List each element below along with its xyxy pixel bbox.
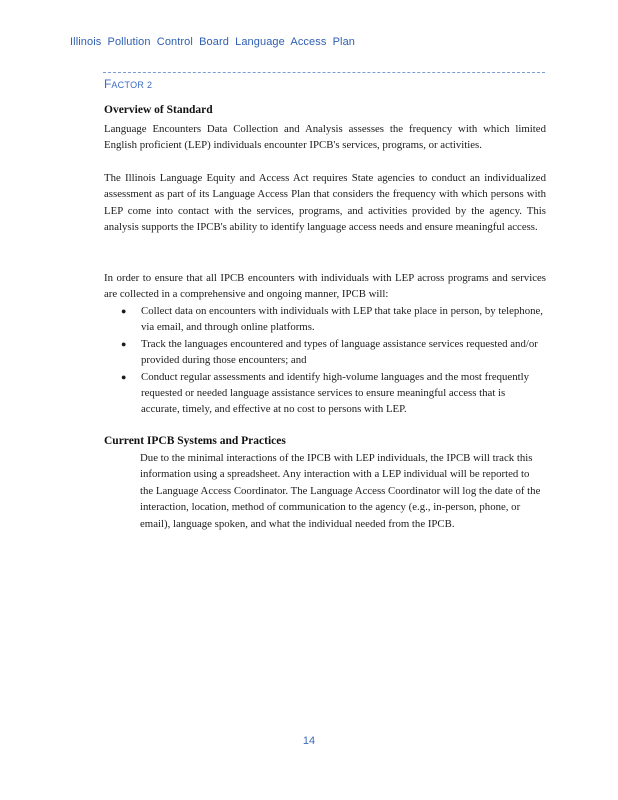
section-label <box>104 77 152 91</box>
overview-paragraph: Language Encounters Data Collection and Analysis assesses the frequency with which limited English proficient (LEP) individuals encounter IPCB's services, programs, or activities. <box>104 123 546 152</box>
bullet-icon: ● <box>121 338 127 349</box>
current-paragraph: Due to the minimal interactions of the IPCB with LEP individuals, the IPCB will track this information using a spreadsheet. Any interaction with a LEP individual will be reported to the Language Access Coordinator. The Language Access Coordinator will log the date of the interaction, location, method of communication to the agency (e.g., in-person, phone, or email), language spoken, and what the individual needed from the IPCB. <box>140 452 541 530</box>
list-item <box>104 336 546 369</box>
list-item-text: Collect data on encounters with individuals with LEP that take place in person, by telephone, via email, and through online platforms. <box>141 305 543 334</box>
list-item <box>104 369 546 418</box>
list-item-text: Track the languages encountered and types of language assistance services requested and/or provided during those encounters; and <box>141 337 538 367</box>
commitment-bullet-list <box>104 303 546 418</box>
bullet-icon: ● <box>121 371 127 382</box>
current-heading: Current IPCB Systems and Practices <box>104 435 286 447</box>
bullet-icon: ● <box>121 306 127 316</box>
act-paragraph: The Illinois Language Equity and Access Act requires State agencies to conduct an individualized assessment as part of its Language Access Plan that considers the frequency with which persons with LEP come into contact with the services, programs, and activities provided by the agency. This analysis supports the IPCB's ability to identify language access needs and ensure meaningful access. <box>104 172 546 234</box>
header-divider <box>103 72 545 73</box>
page-number: 14 <box>302 735 316 747</box>
list-item <box>104 303 546 336</box>
list-item-text: Conduct regular assessments and identify high-volume languages and the most frequently requested or needed language assistance services to ensure meaningful access that is accurate, timely, and effective at no cost to persons with LEP. <box>141 370 529 416</box>
running-header: Illinois Pollution Control Board Language Access Plan <box>70 36 356 48</box>
commitment-intro: In order to ensure that all IPCB encounters with individuals with LEP across programs and services are collected in a comprehensive and ongoing manner, IPCB will: <box>104 272 546 301</box>
overview-heading: Overview of Standard <box>104 104 213 116</box>
section-label-rest: ACTOR 2 <box>111 80 153 90</box>
section-label-initial: F <box>104 77 112 91</box>
